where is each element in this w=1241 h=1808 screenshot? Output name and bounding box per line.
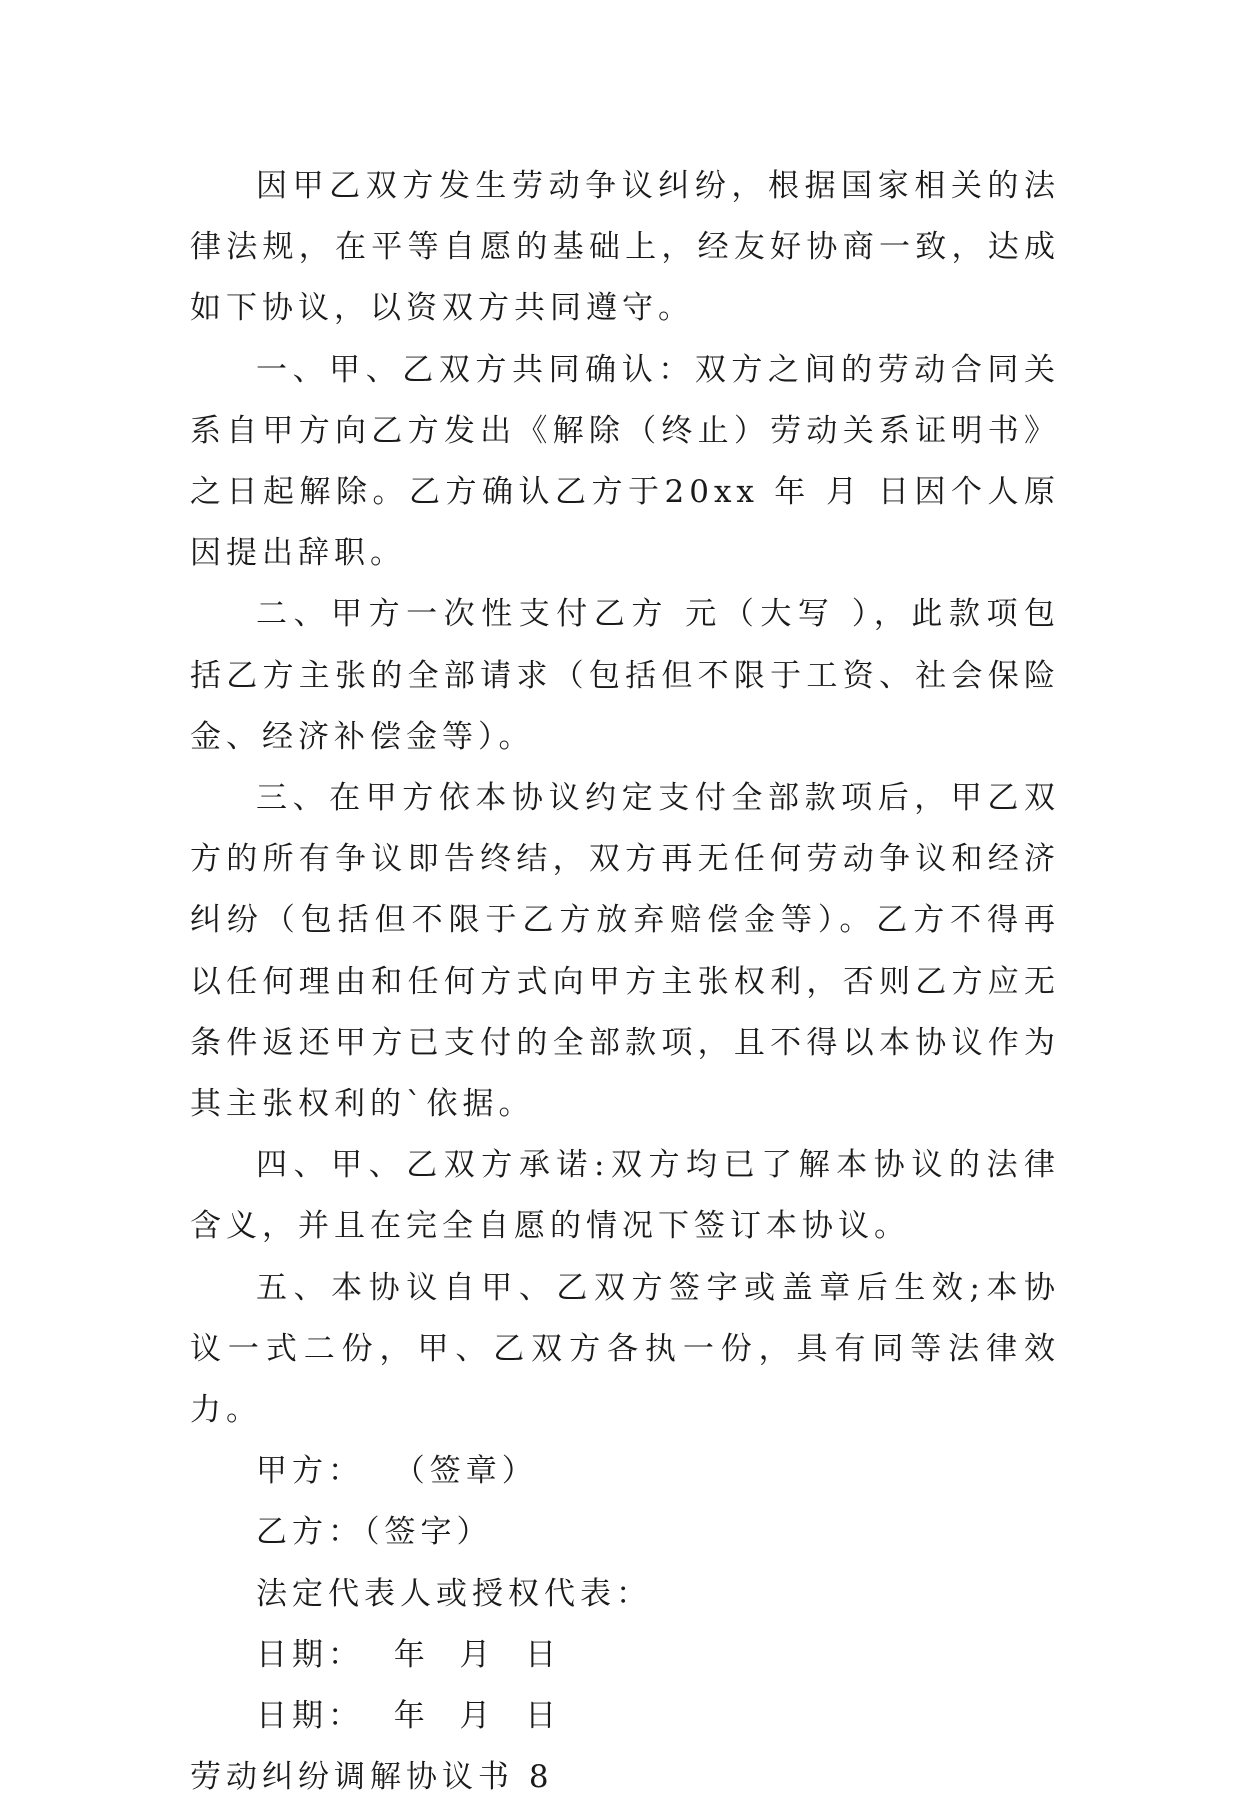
paragraph-clause-1: 一、甲、乙双方共同确认：双方之间的劳动合同关系自甲方向乙方发出《解除（终止）劳动关系证明书》之日起解除。乙方确认乙方于20xx 年 月 日因个人原因提出辞职。: [190, 351, 1060, 572]
paragraph-clause-2: 二、甲方一次性支付乙方 元（大写 ），此款项包括乙方主张的全部请求（包括但不限于工资、社会保险金、经济补偿金等）。: [190, 596, 1060, 755]
next-document-title: 劳动纠纷调解协议书 8: [190, 1759, 554, 1796]
paragraph-clause-5: 五、本协议自甲、乙双方签字或盖章后生效;本协议一式二份，甲、乙双方各执一份，具有同等法律效力。: [190, 1269, 1060, 1429]
paragraph-clause-3: 三、在甲方依本协议约定支付全部款项后，甲乙双方的所有争议即告终结，双方再无任何劳动争议和经济纠纷（包括但不限于乙方放弃赔偿金等）。乙方不得再以任何理由和任何方式向甲方主张权利，否则乙方应无条件返还甲方已支付的全部款项，且不得以本协议作为其主张权利的`依据。: [190, 780, 1060, 1123]
party-b-signature-line: 乙方：（签字）: [256, 1514, 493, 1551]
paragraph-intro: 因甲乙双方发生劳动争议纠纷，根据国家相关的法律法规，在平等自愿的基础上，经友好协商一致，达成如下协议，以资双方共同遵守。: [190, 168, 1060, 327]
paragraph-clause-4: 四、甲、乙双方承诺:双方均已了解本协议的法律含义，并且在完全自愿的情况下签订本协议。: [190, 1147, 1060, 1245]
date-line-party-b: 日期： 年 月 日: [256, 1698, 562, 1735]
date-line-party-a: 日期： 年 月 日: [256, 1636, 562, 1673]
party-a-signature-line: 甲方： （签章）: [256, 1453, 538, 1490]
document-body: [190, 156, 1060, 1808]
legal-representative-line: 法定代表人或授权代表：: [256, 1575, 652, 1612]
